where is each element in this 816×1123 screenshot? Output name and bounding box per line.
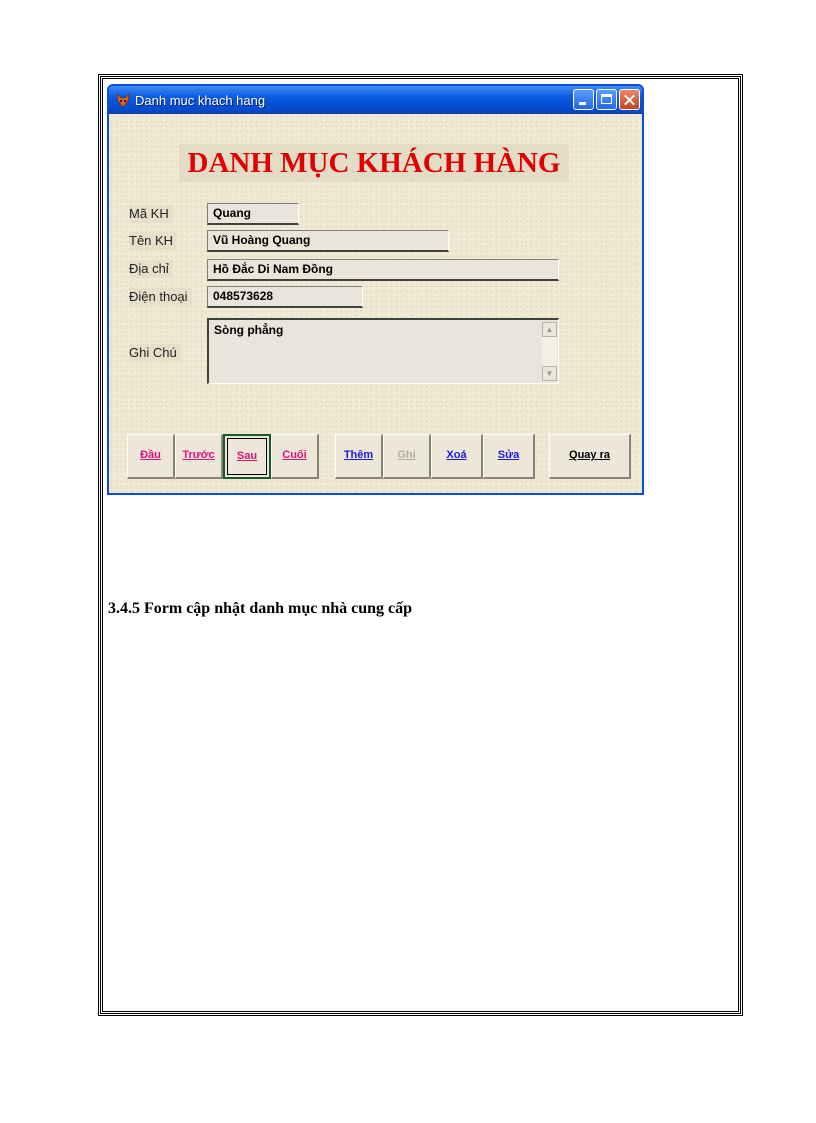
form-heading: DANH MỤC KHÁCH HÀNG (179, 144, 569, 182)
label-phone: Điện thoại (129, 288, 192, 306)
label-customer-id: Mã KH (129, 205, 173, 223)
customer-window (107, 84, 644, 495)
section-caption: 3.4.5 Form cập nhật danh mục nhà cung cấp (108, 600, 413, 617)
customer-id-field[interactable]: Quang (207, 203, 299, 225)
phone-field[interactable]: 048573628 (207, 286, 363, 308)
last-record-button[interactable]: Cuối (271, 434, 319, 479)
save-button[interactable]: Ghi (383, 434, 431, 479)
label-address: Địa chỉ (129, 260, 173, 278)
previous-record-button[interactable]: Trước (175, 434, 223, 479)
notes-textarea[interactable] (207, 318, 559, 384)
customer-name-field[interactable]: Vũ Hoàng Quang (207, 230, 449, 252)
window-title: Danh muc khach hang (135, 93, 266, 108)
fox-icon (115, 92, 131, 108)
title-bar[interactable] (109, 86, 642, 114)
scroll-down-icon[interactable]: ▼ (542, 366, 557, 381)
form-body (109, 114, 642, 493)
exit-button[interactable]: Quay ra (549, 434, 631, 479)
notes-scrollbar[interactable] (542, 322, 557, 381)
maximize-button[interactable] (596, 89, 617, 110)
label-notes: Ghi Chú (129, 344, 181, 362)
label-customer-name: Tên KH (129, 232, 177, 250)
address-field[interactable]: Hồ Đắc Di Nam Đồng (207, 259, 559, 281)
delete-button[interactable]: Xoá (431, 434, 483, 479)
add-button[interactable]: Thêm (335, 434, 383, 479)
notes-text: Sòng phẳng (214, 323, 284, 337)
first-record-button[interactable]: Đầu (127, 434, 175, 479)
next-record-button[interactable]: Sau (223, 434, 271, 479)
minimize-button[interactable] (573, 89, 594, 110)
edit-button[interactable]: Sửa (483, 434, 535, 479)
button-bar (123, 432, 633, 482)
scroll-up-icon[interactable]: ▲ (542, 322, 557, 337)
close-button[interactable] (619, 89, 640, 110)
